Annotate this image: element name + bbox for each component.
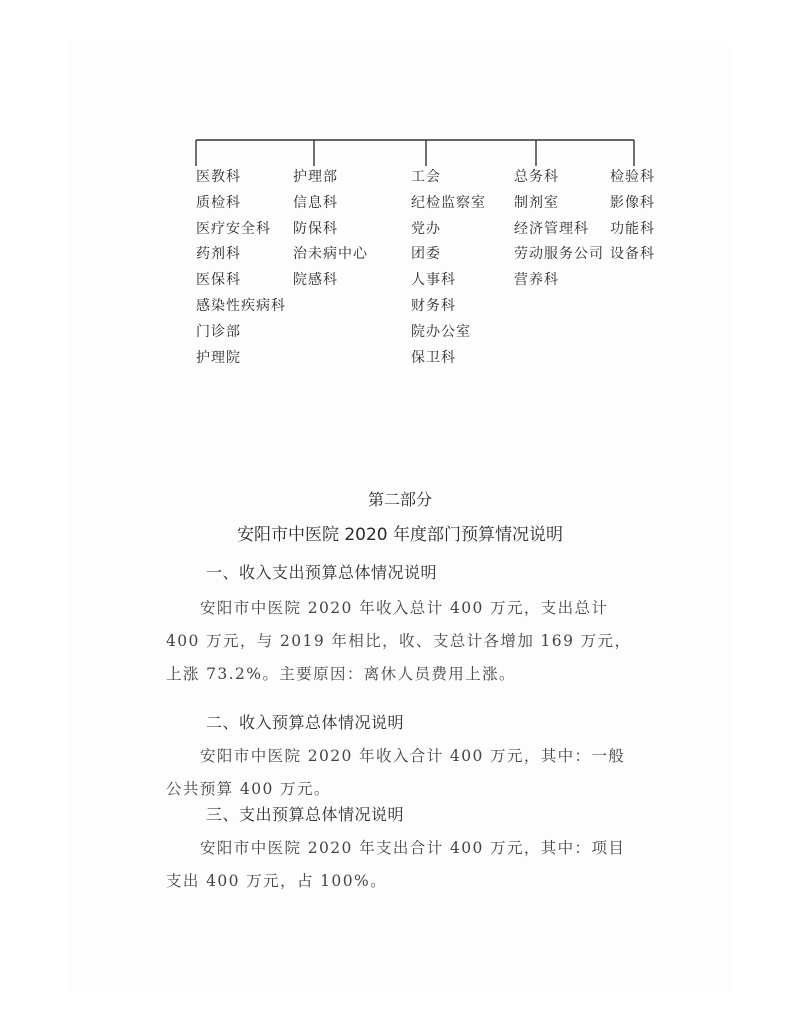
section-paragraph-2: 安阳市中医院 2020 年收入合计 400 万元，其中：一般公共预算 400 万元。 [166,747,626,798]
org-unit: 功能科 [610,220,655,237]
section-heading-1: 一、收入支出预算总体情况说明 [206,563,438,582]
org-unit: 总务科 [514,169,559,185]
org-unit: 治未病中心 [293,246,368,263]
section-paragraph-3: 安阳市中医院 2020 年支出合计 400 万元，其中：项目支出 400 万元，占 100%。 [166,839,626,890]
org-unit: 质检科 [196,194,241,211]
org-unit: 影像科 [610,194,655,211]
org-unit: 纪检监察室 [411,194,486,211]
org-unit: 财务科 [411,297,456,314]
org-column-4 [514,165,604,294]
part-title: 第二部分 [367,490,432,509]
org-unit: 医疗安全科 [196,220,271,237]
org-unit: 院办公室 [411,323,471,340]
org-unit: 经济管理科 [514,220,589,237]
org-unit: 防保科 [293,220,338,237]
org-unit: 信息科 [293,194,338,211]
org-unit: 人事科 [411,272,456,289]
org-column-5 [610,165,655,268]
org-unit: 门诊部 [196,323,241,340]
section-paragraph-1: 安阳市中医院 2020 年收入总计 400 万元，支出总计 400 万元，与 2019 年相比，收、支总计各增加 169 万元，上涨 73.2%。主要原因：离休人员费用上涨。 [166,599,632,683]
org-unit: 保卫科 [411,349,456,366]
org-unit: 营养科 [514,272,559,289]
org-unit: 制剂室 [514,194,559,211]
org-column-1 [196,165,286,371]
org-column-2 [293,165,368,294]
org-unit: 劳动服务公司 [514,246,604,263]
org-unit: 院感科 [293,272,338,289]
org-unit: 护理部 [293,169,338,185]
org-unit: 工会 [411,169,441,185]
org-unit: 设备科 [610,246,655,263]
org-column-3 [411,165,486,371]
org-unit: 药剂科 [196,246,241,263]
org-unit: 医保科 [196,272,241,289]
section-heading-2: 二、收入预算总体情况说明 [206,713,405,732]
org-unit: 检验科 [610,169,655,185]
org-unit: 医教科 [196,169,241,185]
org-unit: 团委 [411,246,441,263]
org-unit: 感染性疾病科 [196,297,286,314]
org-unit: 护理院 [196,349,241,366]
document-title: 安阳市中医院 2020 年度部门预算情况说明 [236,525,564,545]
org-unit: 党办 [411,220,441,237]
section-heading-3: 三、支出预算总体情况说明 [206,805,405,824]
